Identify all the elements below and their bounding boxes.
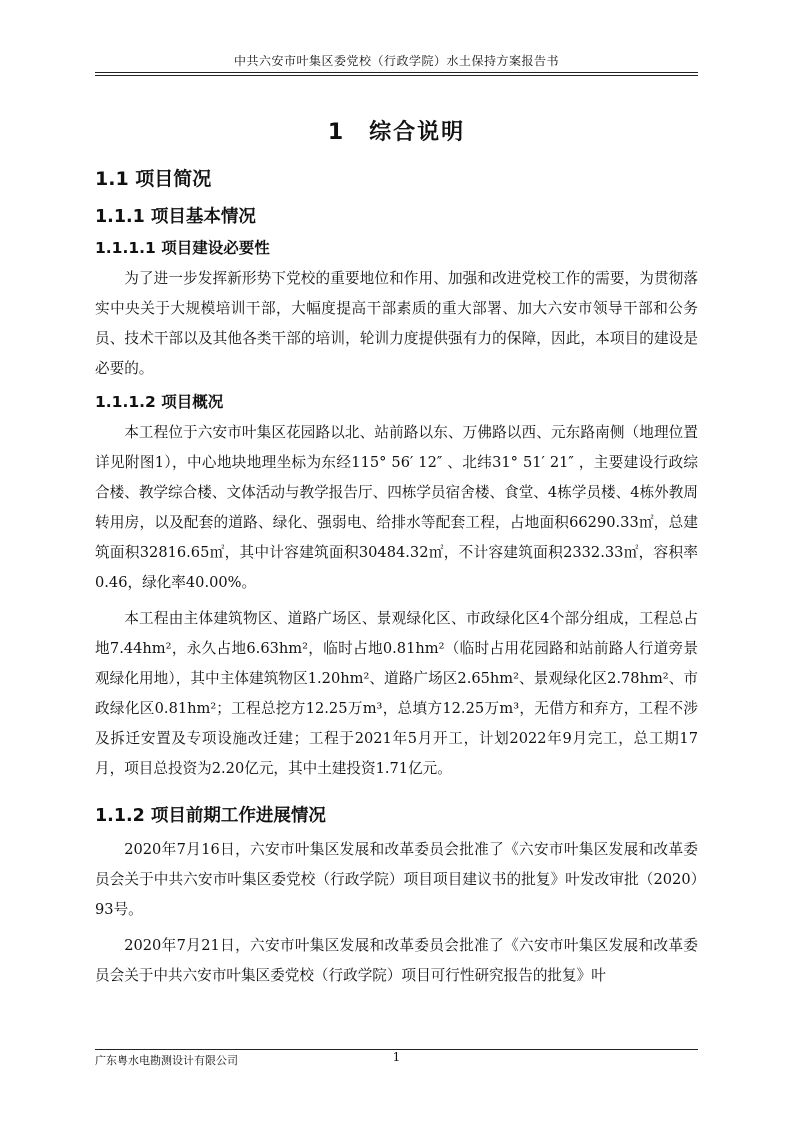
header-rule [95,72,698,73]
page-number: 1 [392,1050,401,1064]
paragraph-progress-2: 2020年7月21日，六安市叶集区发展和改革委员会批准了《六安市叶集区发展和改革委员会关于中共六安市叶集区委党校（行政学院）项目可行性研究报告的批复》叶 [95,937,698,984]
section-heading-1-1: 1.1 项目简况 [95,168,212,190]
chapter-title: 1 综合说明 [327,120,466,145]
paragraph-progress-1: 2020年7月16日，六安市叶集区发展和改革委员会批准了《六安市叶集区发展和改革委员会关于中共六安市叶集区委党校（行政学院）项目项目建议书的批复》叶发改审批（2020）93号。 [95,841,698,918]
page-body [95,105,698,997]
paragraph-necessity: 为了进一步发挥新形势下党校的重要地位和作用、加强和改进党校工作的需要，为贯彻落实中央关于大规模培训干部，大幅度提高干部素质的重大部署、加大六安市领导干部和公务员、技术干部以及其他各类干部的培训，轮训力度提供强有力的保障，因此，本项目的建设是必要的。 [95,270,698,377]
section-heading-1-1-1: 1.1.1 项目基本情况 [95,207,256,227]
section-heading-1-1-1-1: 1.1.1.1 项目建设必要性 [95,239,270,257]
section-heading-1-1-2: 1.1.2 项目前期工作进展情况 [95,806,326,826]
header-rule-thin [95,75,698,76]
paragraph-overview-1: 本工程位于六安市叶集区花园路以北、站前路以东、万佛路以西、元东路南侧（地理位置详见附图1），中心地块地理坐标为东经115° 56′ 12″ 、北纬31° 51′ 21″ ，主要建设行政综合楼、教学综合楼、文体活动与教学报告厅、四栋学员宿舍楼、食堂、4栋学员楼、4栋外教周转用房，以及配套的道路、绿化、强弱电、给排水等配套工程，占地面积66290.33㎡，总建筑面积32816.65㎡，其中计容建筑面积30484.32㎡，不计容建筑面积2332.33㎡，容积率0.46，绿化率40.00%。 [95,424,698,591]
paragraph-overview-2: 本工程由主体建筑物区、道路广场区、景观绿化区、市政绿化区4个部分组成，工程总占地7.44hm²，永久占地6.63hm²，临时占地0.81hm²（临时占用花园路和站前路人行道旁景观绿化用地），其中主体建筑物区1.20hm²、道路广场区2.65hm²、景观绿化区2.78hm²、市政绿化区0.81hm²；工程总挖方12.25万m³，总填方12.25万m³，无借方和弃方，工程不涉及拆迁安置及专项设施改迁建；工程于2021年5月开工，计划2022年9月完工，总工期17月，项目总投资为2.20亿元，其中土建投资1.71亿元。 [95,610,698,777]
footer-company: 广东粤水电勘测设计有限公司 [95,1054,238,1067]
section-heading-1-1-1-2: 1.1.1.2 项目概况 [95,393,224,411]
running-header: 中共六安市叶集区委党校（行政学院）水土保持方案报告书 [233,54,559,68]
